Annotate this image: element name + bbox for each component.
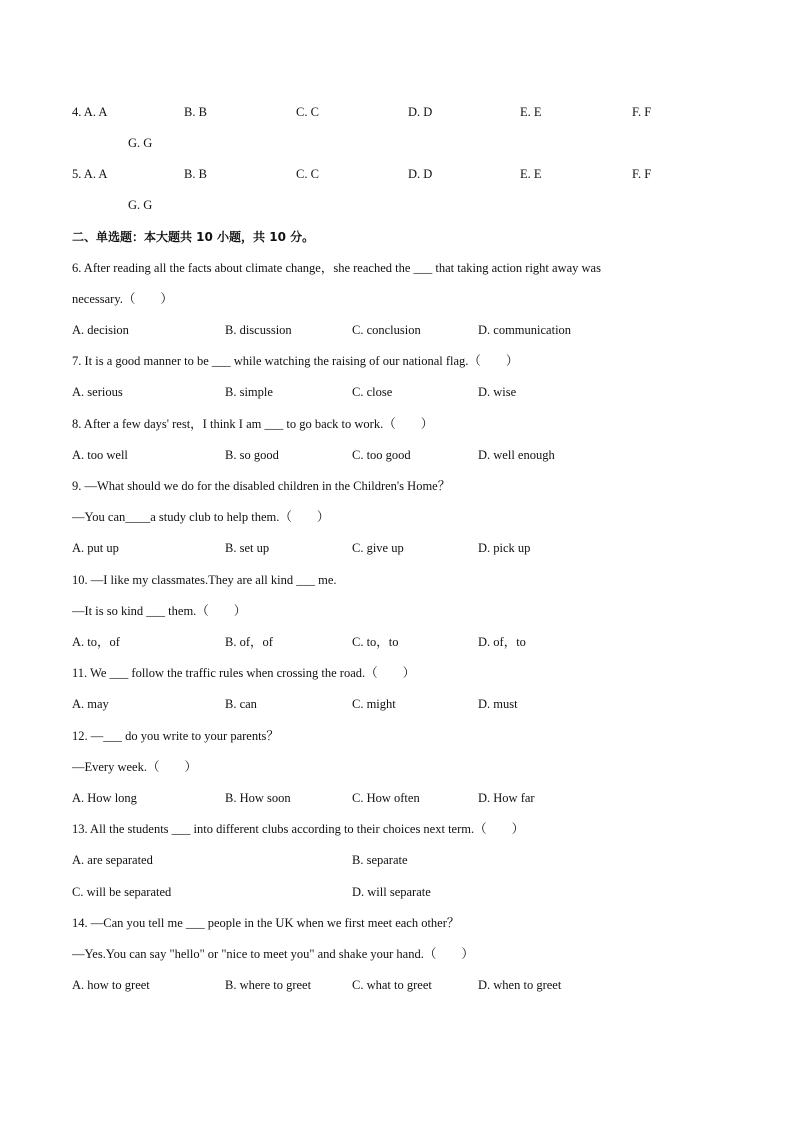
question-stem: 9. —What should we do for the disabled children in the Children's Home？ <box>72 479 451 493</box>
option-a: A. may <box>72 697 109 711</box>
option-text: 5. A. A <box>72 167 108 181</box>
section-title: 二、单选题：本大题共 10 小题，共 10 分。 <box>72 230 315 244</box>
question-stem: 10. —I like my classmates.They are all kind ___ me. <box>72 573 337 587</box>
option-text: D. D <box>408 167 433 181</box>
option-b: B. so good <box>225 448 279 462</box>
question-stem: —Every week.（ ） <box>72 760 197 774</box>
question-stem: 14. —Can you tell me ___ people in the UK when we first meet each other？ <box>72 916 460 930</box>
option-a: A. are separated <box>72 853 153 867</box>
option-a: A. too well <box>72 448 128 462</box>
option-b: B. simple <box>225 385 273 399</box>
option-d: D. well enough <box>478 448 555 462</box>
question-stem: 6. After reading all the facts about climate change，she reached the ___ that taking action right away was <box>72 261 601 275</box>
option-b: B. set up <box>225 541 270 555</box>
option-d: D. How far <box>478 791 535 805</box>
option-d: D. of，to <box>478 635 526 649</box>
option-d: D. pick up <box>478 541 531 555</box>
question-stem: 11. We ___ follow the traffic rules when crossing the road.（ ） <box>72 666 416 680</box>
option-a: A. how to greet <box>72 978 150 992</box>
option-text: 4. A. A <box>72 105 108 119</box>
question-stem: —Yes.You can say "hello" or "nice to meet you" and shake your hand.（ ） <box>72 947 474 961</box>
question-stem: necessary.（ ） <box>72 292 173 306</box>
option-a: A. to，of <box>72 635 120 649</box>
option-c: C. give up <box>352 541 404 555</box>
question-stem: 8. After a few days' rest，I think I am ___ to go back to work.（ ） <box>72 417 434 431</box>
option-text: G. G <box>128 198 153 212</box>
option-d: D. when to greet <box>478 978 562 992</box>
option-a: A. put up <box>72 541 119 555</box>
option-text: F. F <box>632 167 652 181</box>
option-text: E. E <box>520 105 542 119</box>
question-stem: 13. All the students ___ into different clubs according to their choices next term.（ ） <box>72 822 525 836</box>
option-text: B. B <box>184 105 207 119</box>
option-c: C. close <box>352 385 393 399</box>
option-a: A. decision <box>72 323 129 337</box>
option-c: C. what to greet <box>352 978 432 992</box>
option-b: B. How soon <box>225 791 291 805</box>
option-c: C. will be separated <box>72 885 172 899</box>
option-text: E. E <box>520 167 542 181</box>
option-c: C. How often <box>352 791 420 805</box>
option-d: D. will separate <box>352 885 431 899</box>
question-stem: 12. —___ do you write to your parents？ <box>72 729 279 743</box>
option-b: B. can <box>225 697 257 711</box>
option-d: D. communication <box>478 323 572 337</box>
option-a: A. serious <box>72 385 123 399</box>
option-text: D. D <box>408 105 433 119</box>
option-d: D. must <box>478 697 518 711</box>
option-c: C. to，to <box>352 635 399 649</box>
question-stem: —You can____a study club to help them.（ ） <box>72 510 330 524</box>
option-d: D. wise <box>478 385 517 399</box>
option-c: C. conclusion <box>352 323 421 337</box>
option-b: B. where to greet <box>225 978 312 992</box>
option-text: G. G <box>128 136 153 150</box>
question-stem: —It is so kind ___ them.（ ） <box>72 604 247 618</box>
option-text: F. F <box>632 105 652 119</box>
option-b: B. separate <box>352 853 408 867</box>
option-c: C. too good <box>352 448 411 462</box>
option-b: B. of，of <box>225 635 273 649</box>
question-stem: 7. It is a good manner to be ___ while watching the raising of our national flag.（ ） <box>72 354 519 368</box>
option-text: C. C <box>296 167 319 181</box>
option-c: C. might <box>352 697 396 711</box>
option-text: C. C <box>296 105 319 119</box>
option-a: A. How long <box>72 791 137 805</box>
option-text: B. B <box>184 167 207 181</box>
option-b: B. discussion <box>225 323 292 337</box>
